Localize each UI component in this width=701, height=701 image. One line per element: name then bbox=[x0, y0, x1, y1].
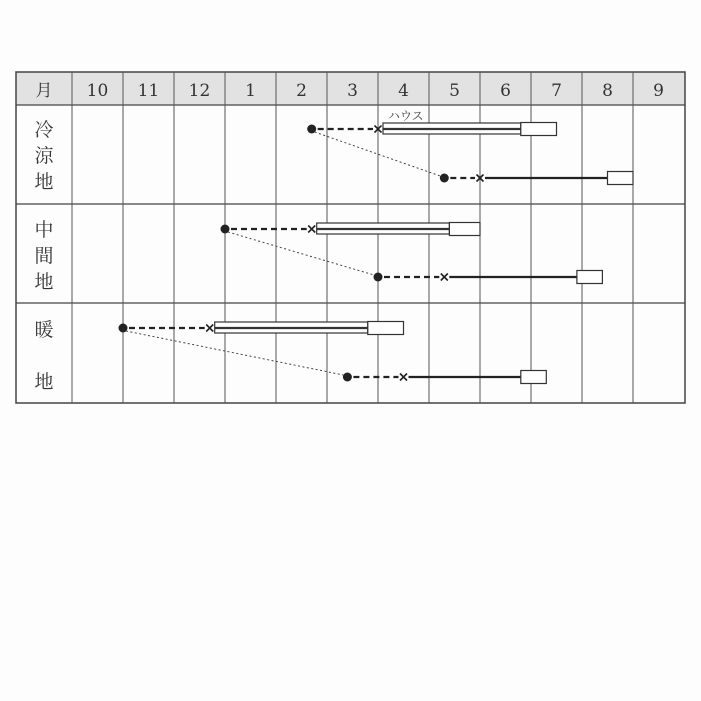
month-header: 12 bbox=[188, 81, 211, 101]
month-header: 9 bbox=[653, 81, 664, 101]
region-label-char: 冷 bbox=[34, 119, 54, 141]
month-header: 10 bbox=[86, 81, 109, 101]
harvest-box bbox=[521, 123, 557, 136]
planting-cross bbox=[206, 325, 213, 332]
month-header: 3 bbox=[347, 81, 358, 101]
schedule-bars bbox=[119, 123, 634, 384]
month-header: 8 bbox=[602, 81, 613, 101]
region-label-char: 涼 bbox=[34, 145, 54, 167]
region-label-char: 地 bbox=[34, 171, 54, 193]
house-label: ハウス bbox=[388, 109, 424, 123]
region-label-char: 中 bbox=[34, 219, 54, 241]
month-header: 5 bbox=[449, 81, 460, 101]
annotations bbox=[388, 109, 424, 123]
planting-cross bbox=[308, 226, 315, 233]
region-label-char: 地 bbox=[34, 371, 54, 393]
sowing-dot bbox=[440, 174, 449, 183]
sowing-dot bbox=[374, 273, 383, 282]
month-header: 7 bbox=[551, 81, 562, 101]
header-corner-label: 月 bbox=[35, 81, 53, 101]
sowing-connector bbox=[228, 232, 374, 275]
calendar-grid bbox=[16, 72, 685, 403]
sowing-dot bbox=[343, 373, 352, 382]
harvest-box bbox=[368, 322, 404, 335]
harvest-box bbox=[577, 271, 603, 284]
planting-cross bbox=[441, 274, 448, 281]
month-header: 2 bbox=[296, 81, 307, 101]
region-labels bbox=[34, 119, 54, 393]
month-header: 6 bbox=[500, 81, 511, 101]
grid-frame bbox=[16, 72, 685, 403]
harvest-box bbox=[449, 223, 480, 236]
region-label-char: 地 bbox=[34, 271, 54, 293]
harvest-box bbox=[521, 371, 547, 384]
harvest-box bbox=[608, 172, 634, 185]
sowing-connector bbox=[126, 331, 343, 375]
planting-cross bbox=[400, 374, 407, 381]
month-header: 1 bbox=[245, 81, 256, 101]
region-label-char: 暖 bbox=[34, 319, 54, 341]
region-label-char: 間 bbox=[34, 245, 54, 267]
month-header: 4 bbox=[398, 81, 409, 101]
month-header: 11 bbox=[137, 81, 160, 101]
